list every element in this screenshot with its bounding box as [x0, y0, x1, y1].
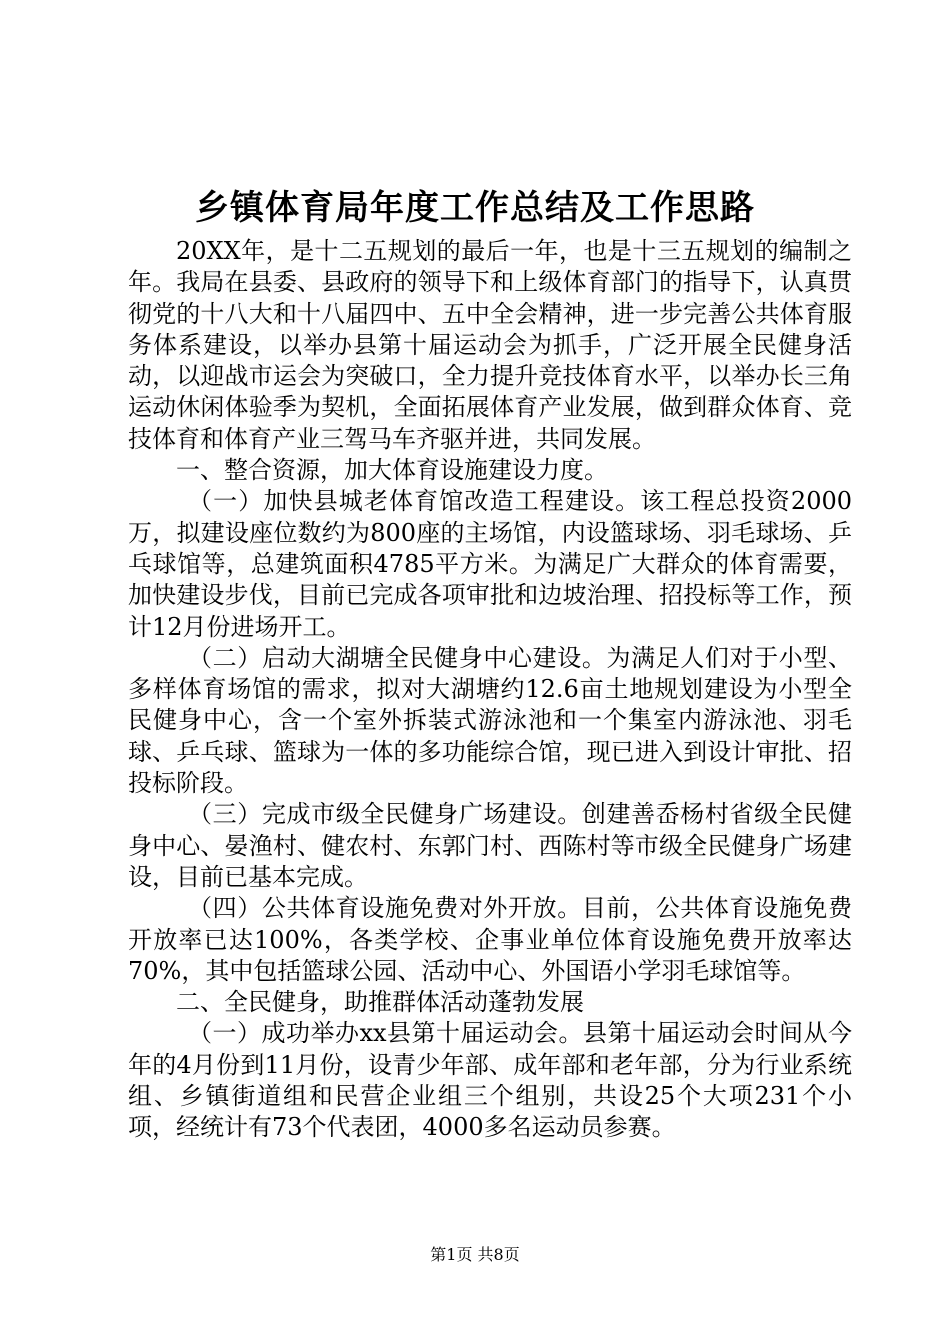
paragraph-2-1: （一）成功举办xx县第十届运动会。县第十届运动会时间从今年的4月份到11月份，设青少年部、成年部和老年部，分为行业系统组、乡镇街道组和民营企业组三个组别，共设25个大项231个小项，经统计有73个代表团，4000多名运动员参赛。: [128, 1019, 852, 1142]
document-title: 乡镇体育局年度工作总结及工作思路: [195, 188, 755, 228]
paragraph-1-2: （二）启动大湖塘全民健身中心建设。为满足人们对于小型、多样体育场馆的需求，拟对大湖塘约12.6亩土地规划建设为小型全民健身中心，含一个室外拆装式游泳池和一个集室内游泳池、羽毛球、乒乓球、篮球为一体的多功能综合馆，现已进入到设计审批、招投标阶段。: [128, 643, 852, 798]
paragraph-1-3: （三）完成市级全民健身广场建设。创建善岙杨村省级全民健身中心、晏渔村、健农村、东郭门村、西陈村等市级全民健身广场建设，目前已基本完成。: [128, 800, 852, 891]
page-number-footer: 第1页 共8页: [430, 1245, 520, 1264]
paragraph-1-4: （四）公共体育设施免费对外开放。目前，公共体育设施免费开放率已达100%，各类学校、企事业单位体育设施免费开放率达70%，其中包括篮球公园、活动中心、外国语小学羽毛球馆等。: [128, 894, 852, 985]
section-heading-2: 二、全民健身，助推群体活动蓬勃发展: [176, 988, 584, 1017]
paragraph-1-1: （一）加快县城老体育馆改造工程建设。该工程总投资2000万，拟建设座位数约为800座的主场馆，内设篮球场、羽毛球场、乒乓球馆等，总建筑面积4785平方米。为满足广大群众的体育需要，加快建设步伐，目前已完成各项审批和边坡治理、招投标等工作，预计12月份进场开工。: [128, 487, 852, 641]
paragraph-intro: 20XX年，是十二五规划的最后一年，也是十三五规划的编制之年。我局在县委、县政府的领导下和上级体育部门的指导下，认真贯彻党的十八大和十八届四中、五中全会精神，进一步完善公共体育服务体系建设，以举办县第十届运动会为抓手，广泛开展全民健身活动，以迎战市运会为突破口，全力提升竞技体育水平，以举办长三角运动休闲体验季为契机，全面拓展体育产业发展，做到群众体育、竞技体育和体育产业三驾马车齐驱并进，共同发展。: [128, 237, 852, 453]
document-body: [128, 236, 852, 1144]
section-heading-1: 一、整合资源，加大体育设施建设力度。: [176, 456, 608, 485]
